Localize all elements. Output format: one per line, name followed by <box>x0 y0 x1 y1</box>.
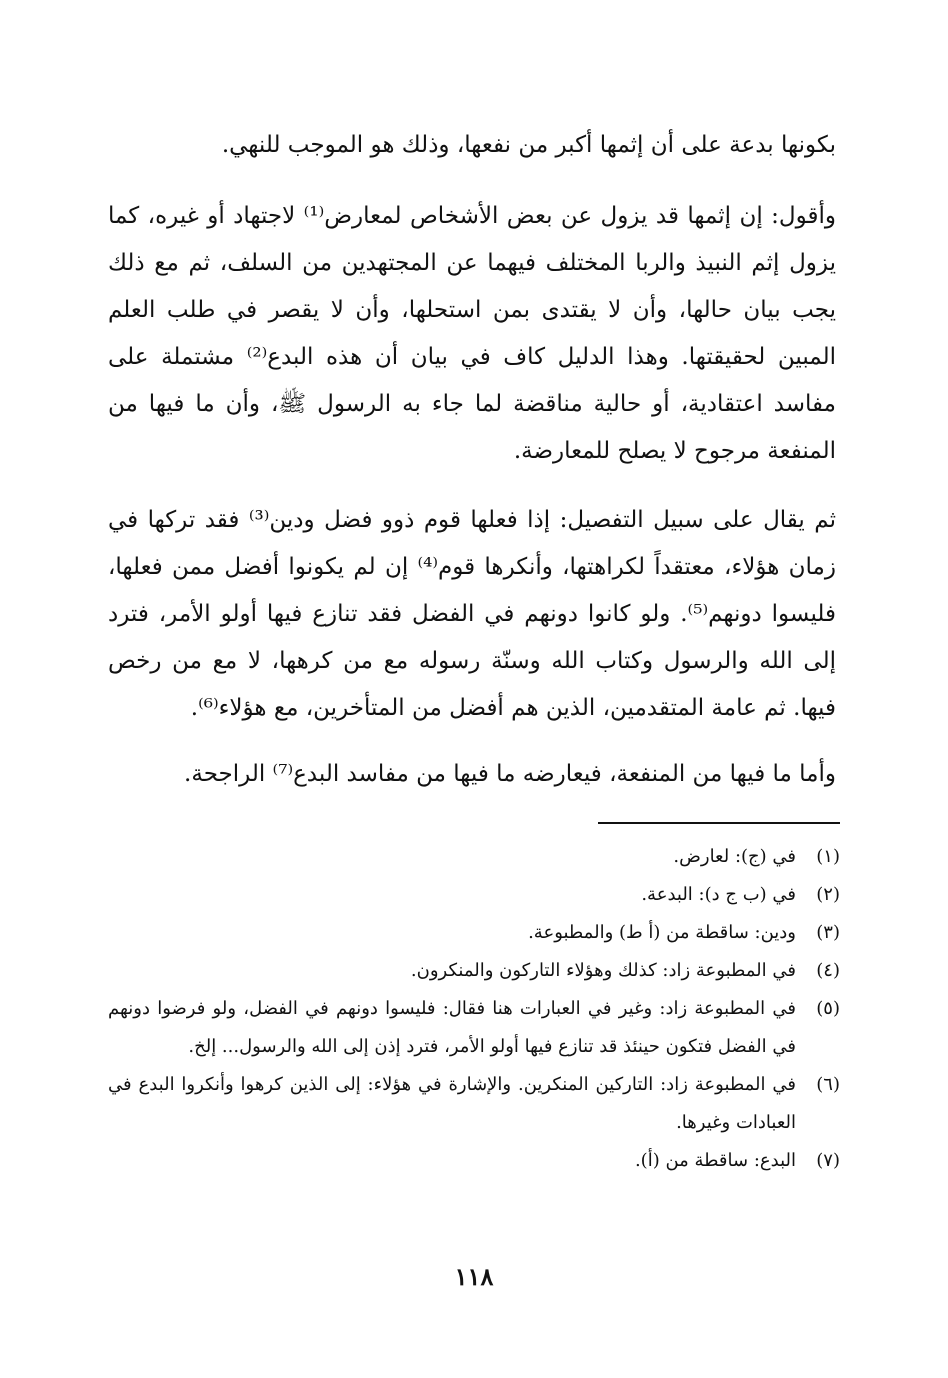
paragraph-tafsil: ثم يقال على سبيل التفصيل: إذا فعلها قوم ذوو فضل ودين⁽³⁾ فقد تركها في زمان هؤلاء، معتقداً لكراهتها، وأنكرها قوم⁽⁴⁾ إن لم يكونوا أفضل ممن فعلها، فليسوا دونهم⁽⁵⁾. ولو كانوا دونهم في الفضل فقد تنازع فيها أولو الأمر، فترد إلى الله والرسول وكتاب الله وسنّة رسوله مع من كرهها، لا مع من رخص فيها. ثم عامة المتقدمين، الذين هم أفضل من المتأخرين، مع هؤلاء⁽⁶⁾. <box>108 507 836 721</box>
footnote-5 <box>108 990 840 1066</box>
footnote-2 <box>108 876 840 914</box>
footnote-text: في المطبوعة زاد: كذلك وهؤلاء التاركون والمنكرون. <box>410 960 796 981</box>
footnote-number: (٣) <box>816 922 840 943</box>
footnote-number: (٦) <box>816 1074 840 1095</box>
footnote-text: ودين: ساقطة من (أ ط) والمطبوعة. <box>528 922 796 943</box>
footnote-6 <box>108 1066 840 1142</box>
footnote-number: (٥) <box>816 998 840 1019</box>
footnote-1 <box>108 838 840 876</box>
footnote-3 <box>108 914 840 952</box>
footnote-text: في (ج): لعارض. <box>673 846 796 867</box>
footnotes-list <box>108 838 840 1180</box>
page-number: ١١٨ <box>454 1262 494 1291</box>
footnote-text: البدع: ساقطة من (أ). <box>634 1150 796 1171</box>
footnote-7 <box>108 1142 840 1180</box>
footnote-4 <box>108 952 840 990</box>
footnote-text: في (ب ج د): البدعة. <box>641 884 796 905</box>
footnote-number: (٧) <box>816 1150 840 1171</box>
footnote-number: (١) <box>816 846 840 867</box>
paragraph-wa-aqul: وأقول: إن إثمها قد يزول عن بعض الأشخاص لمعارض⁽¹⁾ لاجتهاد أو غيره، كما يزول إثم النبيذ والربا المختلف فيهما عن المجتهدين من السلف، ثم مع ذلك يجب بيان حالها، وأن لا يقتدى بمن استحلها، وأن لا يقصر في طلب العلم المبين لحقيقتها. وهذا الدليل كاف في بيان أن هذه البدع⁽²⁾ مشتملة على مفاسد اعتقادية، أو حالية مناقضة لما جاء به الرسول ﷺ، وأن ما فيها من المنفعة مرجوح لا يصلح للمعارضة. <box>108 203 836 464</box>
footnote-text: في المطبوعة زاد: وغير في العبارات هنا فقال: فليسوا دونهم في الفضل، ولو فرضوا دونهم في الفضل فتكون حينئذ قد تنازع فيها أولو الأمر، فترد إذن إلى الله والرسول... إلخ. <box>108 998 796 1057</box>
paragraph-continuation: بكونها بدعة على أن إثمها أكبر من نفعها، وذلك هو الموجب للنهي. <box>221 132 836 158</box>
footnote-separator <box>598 822 840 824</box>
footnote-number: (٢) <box>816 884 840 905</box>
paragraph-manfaa: وأما ما فيها من المنفعة، فيعارضه ما فيها من مفاسد البدع⁽⁷⁾ الراجحة. <box>184 761 836 787</box>
footnote-number: (٤) <box>816 960 840 981</box>
footnote-text: في المطبوعة زاد: التاركين المنكرين. والإشارة في هؤلاء: إلى الذين كرهوا وأنكروا البدع في العبادات وغيرها. <box>108 1074 796 1133</box>
